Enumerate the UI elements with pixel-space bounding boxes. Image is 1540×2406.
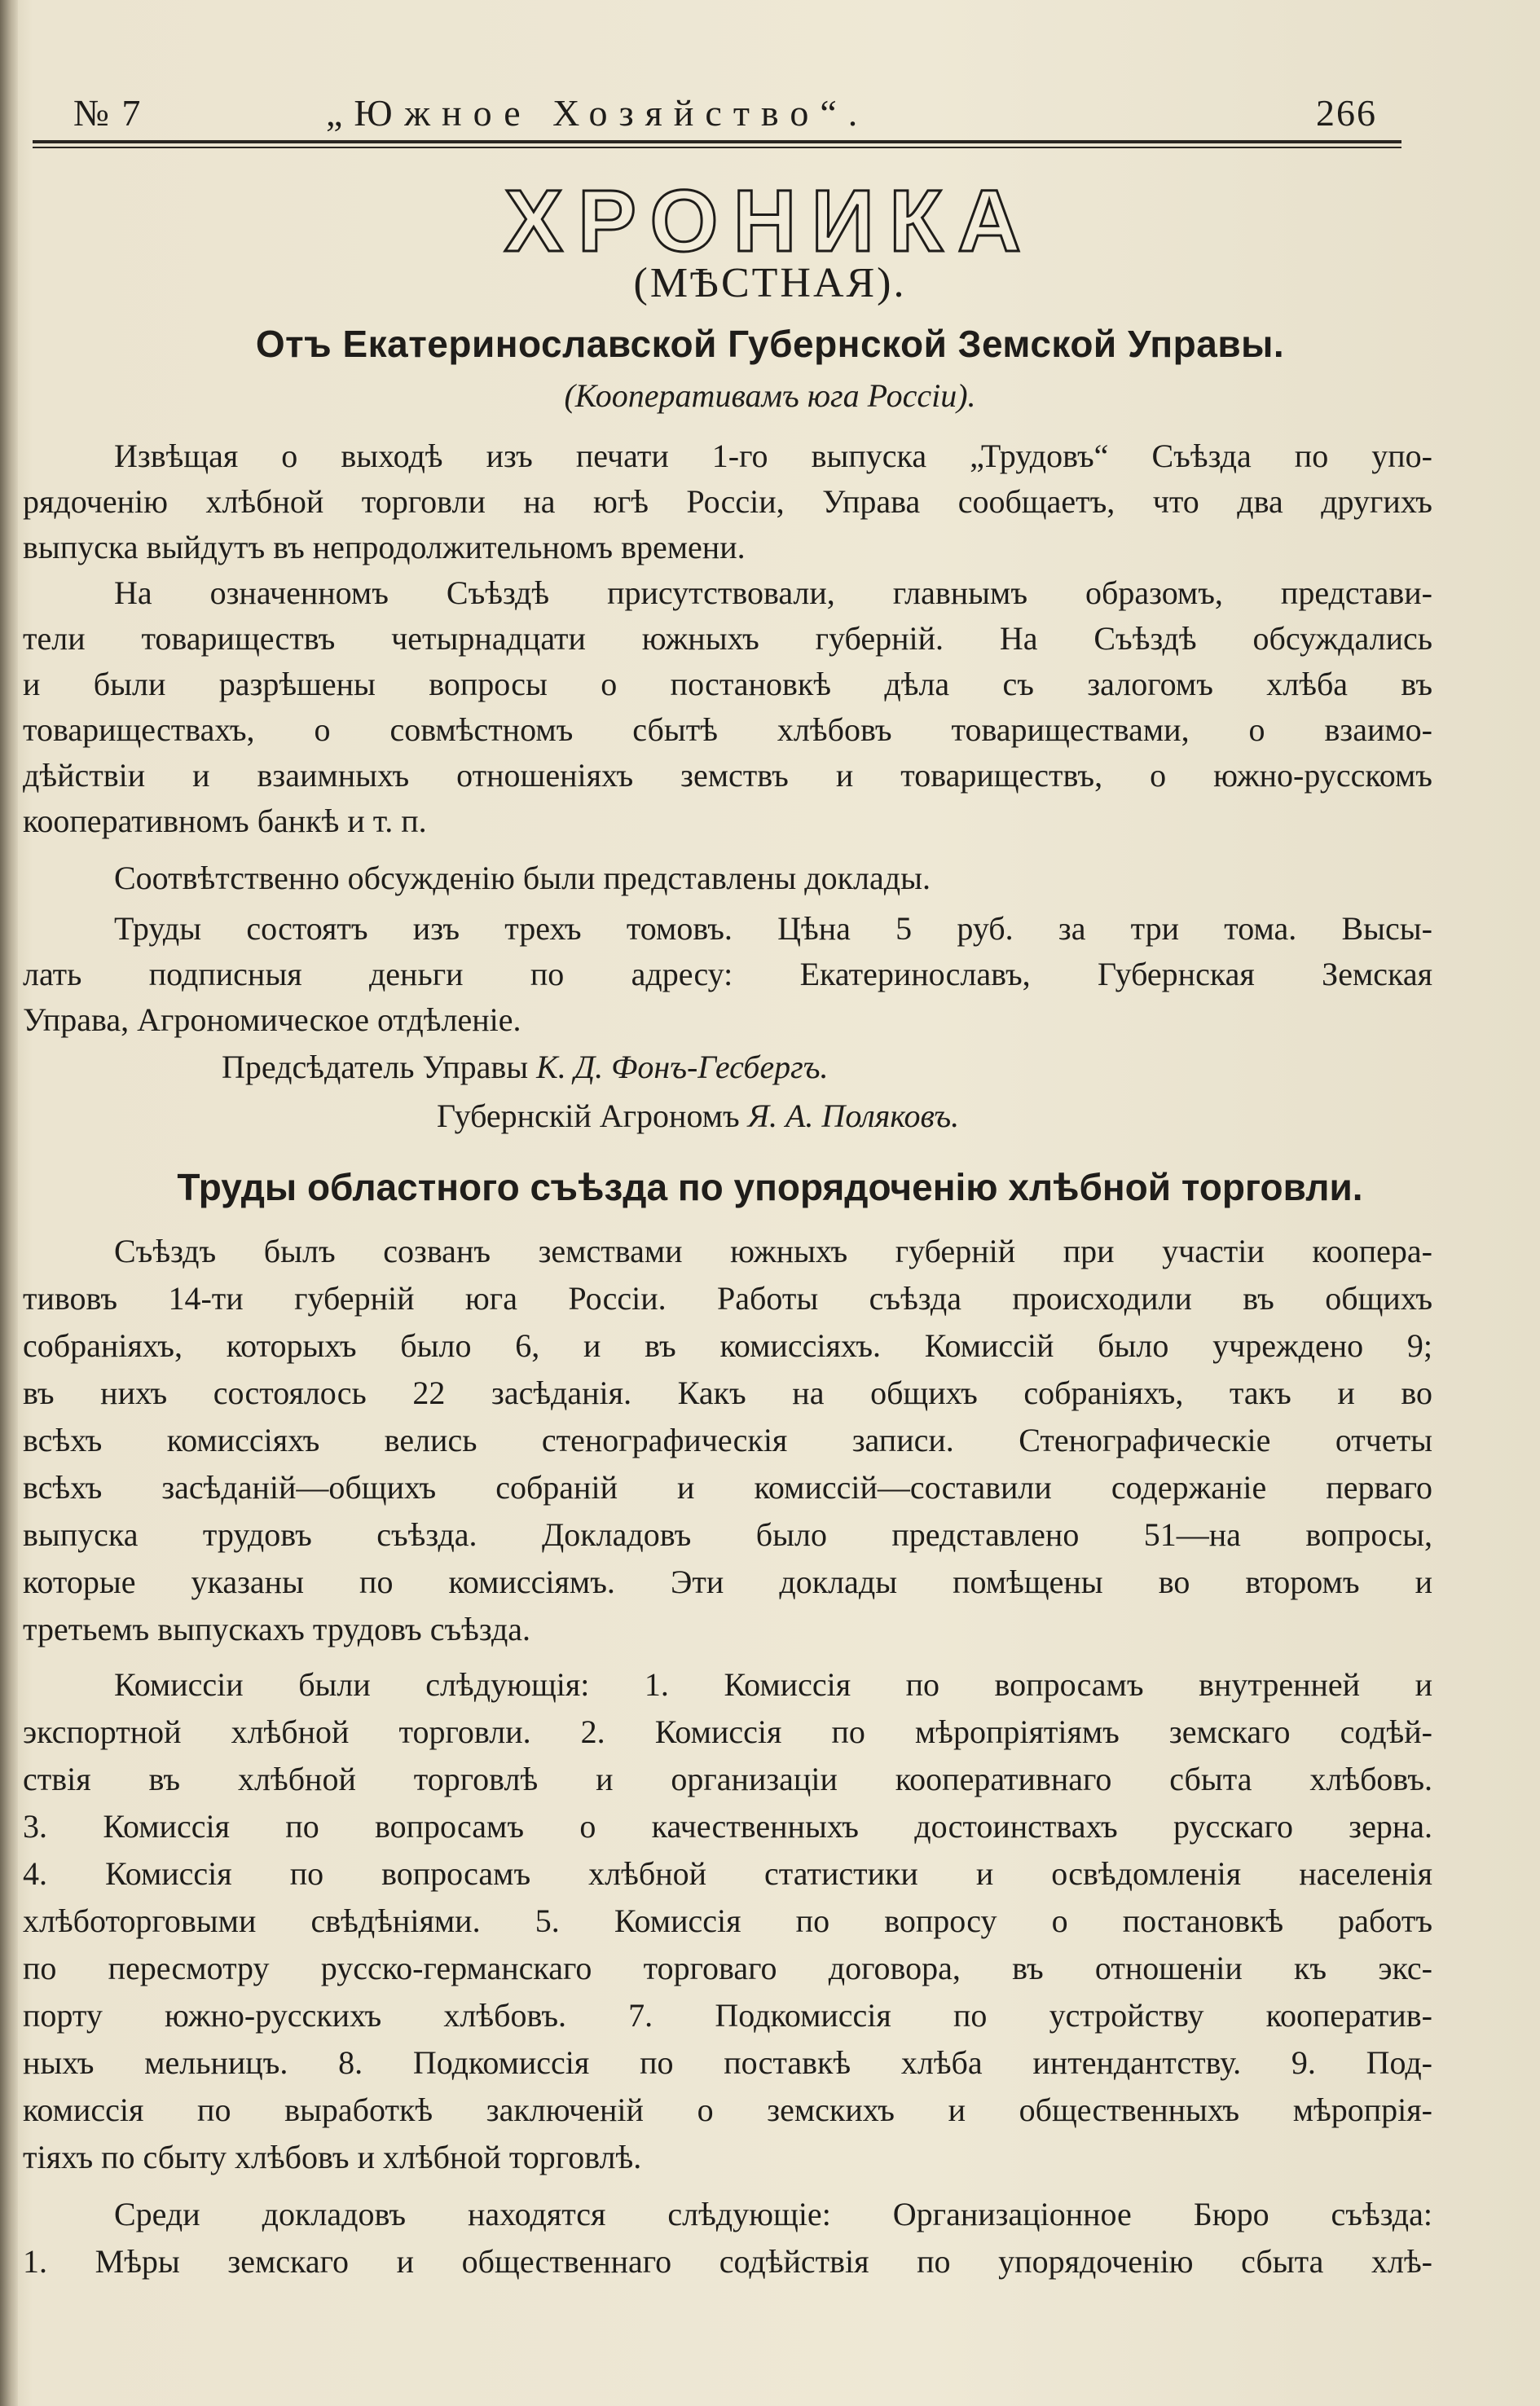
article2-line: Съѣздъ былъ созванъ земствами южныхъ губерній при участіи коопера- [114, 1233, 1432, 1269]
article1-line: товариществахъ, о совмѣстномъ сбытѣ хлѣбовъ товариществами, о взаимо- [23, 711, 1432, 748]
article2-line: тивовъ 14-ти губерній юга Россіи. Работы съѣзда происходили въ общихъ [23, 1280, 1432, 1317]
page-number: 266 [1316, 92, 1377, 134]
article2-line: комиссія по выработкѣ заключеній о земскихъ и общественныхъ мѣропрія- [23, 2092, 1432, 2128]
signature-chairman-name: К. Д. Фонъ-Гесбергъ. [536, 1049, 829, 1085]
article2-line: порту южно-русскихъ хлѣбовъ. 7. Подкомиссія по устройству кооператив- [23, 1997, 1432, 2034]
article2-line: ныхъ мельницъ. 8. Подкомиссія по поставкѣ хлѣба интендантству. 9. Под- [23, 2044, 1432, 2081]
article2-heading: Труды областного съѣзда по упорядоченію хлѣбной торговли. [177, 1166, 1363, 1208]
article2-line: Среди докладовъ находятся слѣдующіе: Организаціонное Бюро съѣзда: [114, 2196, 1432, 2232]
article1-heading: Отъ Екатеринославской Губернской Земской Управы. [255, 323, 1285, 365]
signature-agronomist [437, 1093, 959, 1139]
header-rule-thin [33, 147, 1401, 148]
issue-number: № 7 [73, 92, 143, 134]
article1-line: На означенномъ Съѣздѣ присутствовали, главнымъ образомъ, представи- [114, 574, 1432, 611]
article2-line: ствія въ хлѣбной торговлѣ и организаціи кооперативнаго сбыта хлѣбовъ. [23, 1761, 1432, 1797]
article2-line: тіяхъ по сбыту хлѣбовъ и хлѣбной торговлѣ. [23, 2139, 642, 2175]
section-subtitle: (МѢСТНАЯ). [633, 260, 907, 306]
article2-line: выпуска трудовъ съѣзда. Докладовъ было представлено 51—на вопросы, [23, 1516, 1432, 1553]
signature-chairman-role: Предсѣдатель Управы [222, 1049, 529, 1085]
section-title: ХРОНИКА [504, 171, 1036, 270]
article1-line: Управа, Агрономическое отдѣленіе. [23, 1001, 521, 1038]
article2-line: 4. Комиссія по вопросамъ хлѣбной статистики и освѣдомленія населенія [23, 1855, 1432, 1892]
article2-line: экспортной хлѣбной торговли. 2. Комиссія по мѣропріятіямъ земскаго содѣй- [23, 1713, 1432, 1750]
article2-line: всѣхъ засѣданій—общихъ собраній и комиссій—составили содержаніе перваго [23, 1469, 1432, 1506]
journal-title: „Южное Хозяйство“. [326, 92, 869, 134]
signature-chairman [222, 1045, 829, 1090]
header-rule [33, 140, 1401, 143]
article1-dedication: (Кооперативамъ юга Россіи). [564, 377, 976, 414]
article1-line: и были разрѣшены вопросы о постановкѣ дѣла съ залогомъ хлѣба въ [23, 666, 1432, 702]
article2-line: 1. Мѣры земскаго и общественнаго содѣйствія по упорядоченію сбыта хлѣ- [23, 2243, 1432, 2280]
signature-agronomist-role: Губернскій Агрономъ [437, 1097, 740, 1134]
article2-line: всѣхъ комиссіяхъ велись стенографическія записи. Стенографическіе отчеты [23, 1422, 1432, 1458]
article1-line: рядоченію хлѣбной торговли на югѣ Россіи, Управа сообщаетъ, что два другихъ [23, 483, 1432, 520]
article2-line: по пересмотру русско-германскаго торговаго договора, въ отношеніи къ экс- [23, 1950, 1432, 1986]
article1-line: кооперативномъ банкѣ и т. п. [23, 803, 427, 839]
article1-line: выпуска выйдутъ въ непродолжительномъ времени. [23, 529, 746, 565]
article1-line: Соотвѣтственно обсужденію были представлены доклады. [114, 860, 931, 896]
article2-line: 3. Комиссія по вопросамъ о качественныхъ достоинствахъ русскаго зерна. [23, 1808, 1432, 1845]
article2-line: въ нихъ состоялось 22 засѣданія. Какъ на общихъ собраніяхъ, такъ и во [23, 1375, 1432, 1411]
article2-line: третьемъ выпускахъ трудовъ съѣзда. [23, 1611, 531, 1647]
article1-line: дѣйствіи и взаимныхъ отношеніяхъ земствъ и товариществъ, о южно-русскомъ [23, 757, 1432, 794]
signature-agronomist-name: Я. А. Поляковъ. [747, 1097, 960, 1134]
article1-line: тели товариществъ четырнадцати южныхъ губерній. На Съѣздѣ обсуждались [23, 620, 1432, 657]
article2-line: хлѣботорговыми свѣдѣніями. 5. Комиссія по вопросу о постановкѣ работъ [23, 1902, 1432, 1939]
article2-line: собраніяхъ, которыхъ было 6, и въ комиссіяхъ. Комиссій было учреждено 9; [23, 1327, 1432, 1364]
article1-line: лать подписныя деньги по адресу: Екатеринославъ, Губернская Земская [23, 956, 1432, 992]
article1-line: Труды состоятъ изъ трехъ томовъ. Цѣна 5 руб. за три тома. Высы- [114, 910, 1432, 947]
article2-line: Комиссіи были слѣдующія: 1. Комиссія по вопросамъ внутренней и [114, 1666, 1432, 1703]
article2-line: которые указаны по комиссіямъ. Эти доклады помѣщены во второмъ и [23, 1564, 1432, 1600]
article1-line: Извѣщая о выходѣ изъ печати 1-го выпуска „Трудовъ“ Съѣзда по упо- [114, 438, 1432, 474]
